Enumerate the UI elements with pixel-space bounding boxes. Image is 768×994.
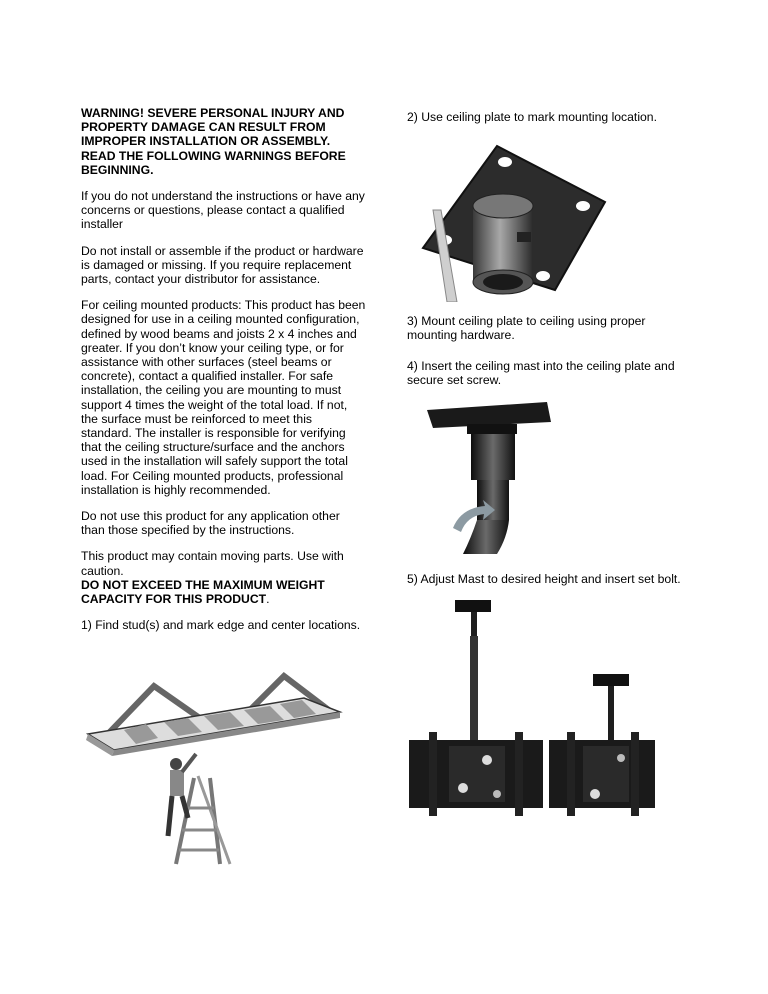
weight-capacity-warning: DO NOT EXCEED THE MAXIMUM WEIGHT CAPACITY FOR THIS PRODUCT [81, 577, 325, 607]
step-4-text: 4) Insert the ceiling mast into the ceiling plate and secure set screw. [407, 359, 675, 388]
step-5-text: 5) Adjust Mast to desired height and insert set bolt. [407, 572, 681, 586]
ceiling-paragraph: For ceiling mounted products: This product has been designed for use in a ceiling mounted configuration, defined by wood beams and joists 2 x 4 inches and greater. If you don’t know your ceiling type, or for assistance with other surfaces (steel beams or concrete), contact a qualified installer. For safe installation, the ceiling you are mounting to must support 4 times the weight of the total load. If not, the surface must be reinforced to meet this standard. The installer is responsible for verifying that the ceiling structure/surface and the anchors used in the installation will safely support the total load. For Ceiling mounted products, professional installation is highly recommended. [81, 298, 366, 497]
mount-height-diagram [407, 598, 657, 818]
step-3-text: 3) Mount ceiling plate to ceiling using proper mounting hardware. [407, 314, 646, 343]
moving-parts-text: This product may contain moving parts. Use with caution. [81, 549, 344, 578]
warnings-column [81, 106, 366, 633]
damage-paragraph: Do not install or assemble if the product or hardware is damaged or missing. If you require replacement parts, contact your distributor for assistance. [81, 243, 364, 287]
application-paragraph: Do not use this product for any application other than those specified by the instructions. [81, 509, 340, 538]
weight-capacity-period: . [266, 592, 270, 607]
step-2-text: 2) Use ceiling plate to mark mounting location. [407, 110, 657, 124]
step-1-text: 1) Find stud(s) and mark edge and center locations. [81, 618, 361, 633]
stud-finding-illustration [84, 668, 344, 868]
mast-insert-photo [427, 398, 551, 554]
ceiling-plate-photo [405, 140, 625, 302]
moving-parts-paragraph [81, 549, 366, 606]
warning-heading: WARNING! SEVERE PERSONAL INJURY AND PROPERTY DAMAGE CAN RESULT FROM IMPROPER INSTALLATION OR ASSEMBLY. READ THE FOLLOWING WARNINGS BEFORE BEGINNING. [81, 106, 346, 177]
instructions-paragraph: If you do not understand the instructions or have any concerns or questions, please contact a qualified installer [81, 189, 365, 232]
